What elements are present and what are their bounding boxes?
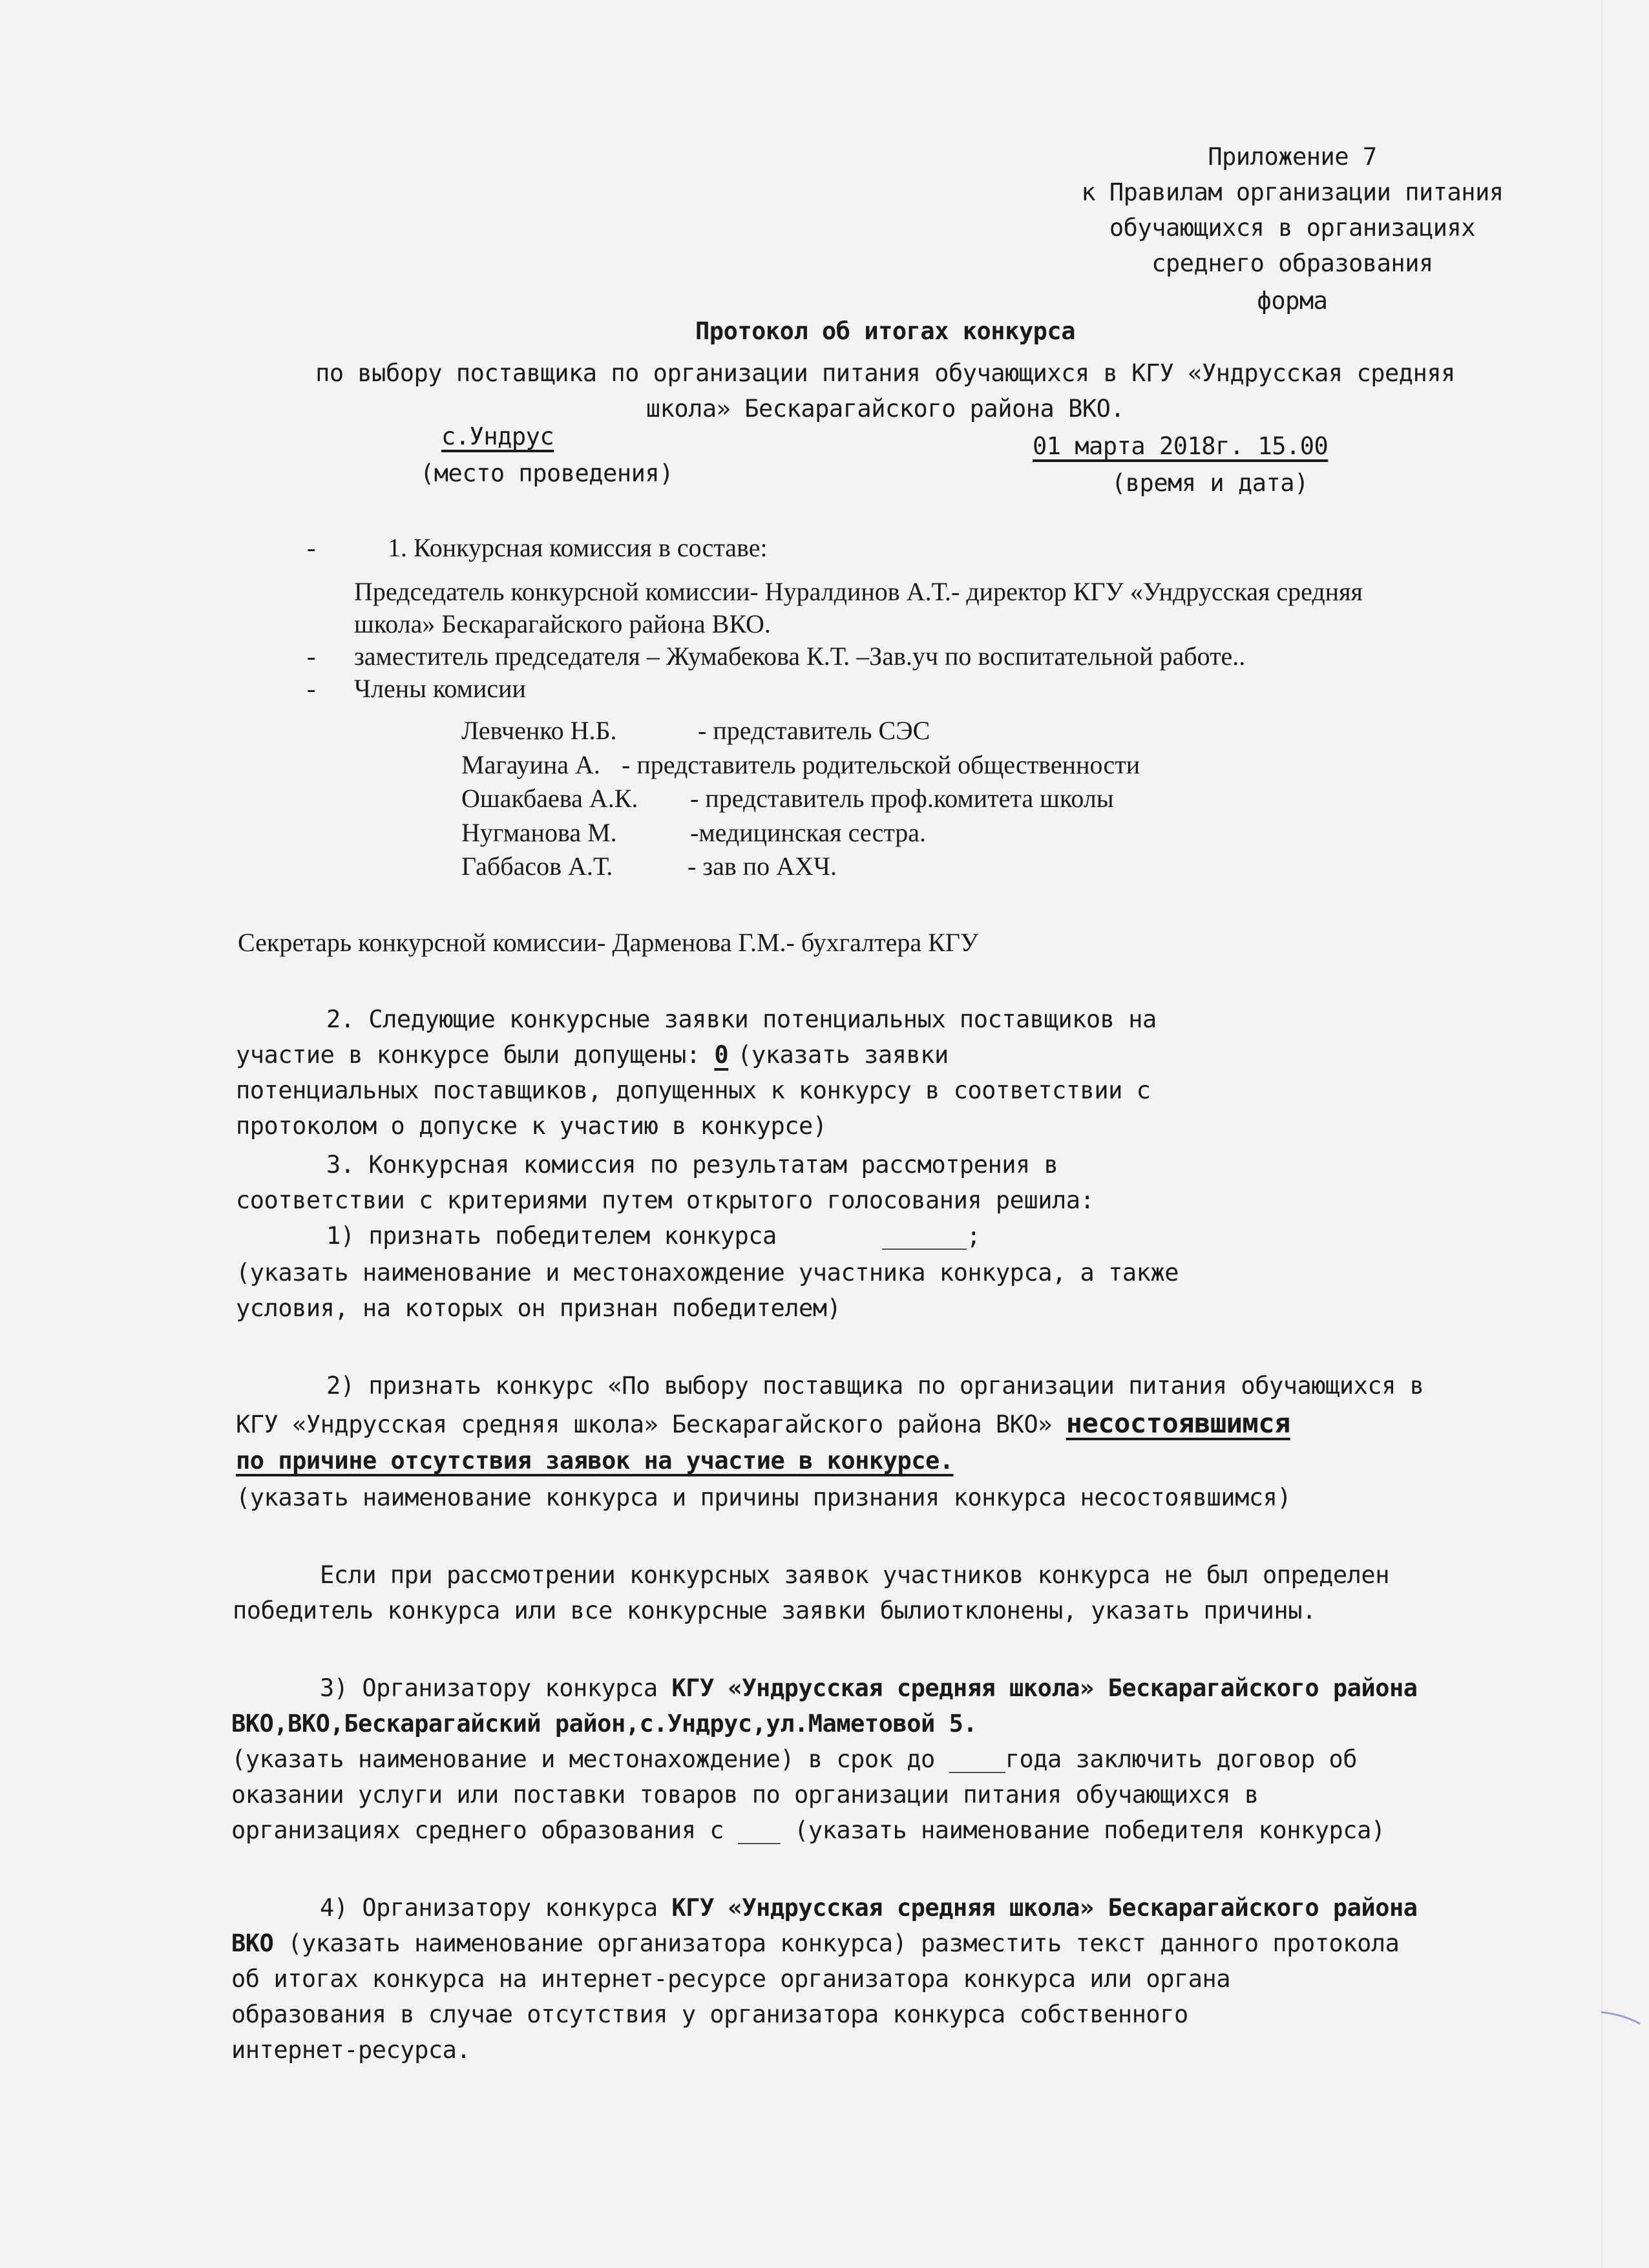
section3-item3-line5 <box>231 1812 1385 1848</box>
pen-mark <box>1601 2003 1646 2029</box>
member-role: - представитель проф.комитета школы <box>690 784 1114 813</box>
section3-item3-line3 <box>231 1741 1357 1777</box>
section2-line4: протоколом о допуске к участию в конкурсе) <box>236 1112 827 1140</box>
section3-item1-note2: условия, на которых он признан победителем) <box>236 1294 841 1322</box>
item4-organizer-region: ВКО <box>231 1929 274 1957</box>
section3-item2-line1: 2) признать конкурс «По выбору поставщика по организации питания обучающихся в <box>326 1372 1424 1400</box>
deadline-blank: ____ <box>949 1745 1005 1773</box>
commission-secretary: Секретарь конкурсной комиссии- Дарменова Г.М.- бухгалтера КГУ <box>238 928 979 957</box>
section3-line2: соответствии с критериями путем открытого голосования решила: <box>236 1186 1095 1214</box>
member-role: - представитель СЭС <box>698 716 930 745</box>
section3-item1-note1: (указать наименование и местонахождение участника конкурса, а также <box>236 1259 1179 1286</box>
section3-line1: 3. Конкурсная комиссия по результатам рассмотрения в <box>326 1151 1058 1179</box>
member-role: - представитель родительской общественности <box>622 750 1140 779</box>
appendix-number: Приложение 7 <box>1208 143 1377 171</box>
section3-item1: 1) признать победителем конкурса <box>326 1222 777 1250</box>
section3-item4-line1 <box>320 1890 1418 1926</box>
member-name: Габбасов А.Т. <box>461 852 613 881</box>
item3-contract-text: года заключить договор об <box>1005 1745 1358 1773</box>
item3-prefix: 3) Организатору конкурса <box>320 1674 672 1702</box>
place-label: (место проведения) <box>420 459 673 487</box>
if-not-determined-line2: победитель конкурса или все конкурсные заявки былиотклонены, указать причины. <box>233 1597 1316 1624</box>
protocol-subtitle-line2: школа» Бескарагайского района ВКО. <box>646 395 1125 423</box>
item4-organizer: КГУ «Ундрусская средняя школа» Бескарагайского района <box>671 1894 1418 1922</box>
if-not-determined-line1: Если при рассмотрении конкурсных заявок участников конкурса не был определен <box>320 1561 1389 1589</box>
winner-blank: ______; <box>882 1222 981 1250</box>
item3-education-text: организациях среднего образования с <box>231 1816 738 1844</box>
appendix-form: форма <box>1257 287 1328 315</box>
item3-deadline-text: (указать наименование и местонахождение) в срок до <box>231 1745 949 1773</box>
member-role: - зав по АХЧ. <box>688 852 837 881</box>
section2-line2 <box>236 1037 949 1073</box>
appendix-students: обучающихся в организациях <box>1109 214 1476 242</box>
datetime-label: (время и дата) <box>1111 469 1308 497</box>
place-value: с.Ундрус <box>441 423 554 450</box>
section2-line2-note: (указать заявки <box>737 1041 949 1069</box>
winner-name-blank: ___ <box>737 1816 781 1844</box>
commission-deputy: заместитель председателя – Жумабекова К.Т. –Зав.уч по воспитательной работе.. <box>354 642 1246 671</box>
member-name: Нугманова М. <box>461 818 617 847</box>
contest-failure-reason: по причине отсутствия заявок на участие в конкурсе. <box>236 1447 954 1475</box>
section3-item4-line3: об итогах конкурса на интернет-ресурсе организатора конкурса или органа <box>231 1965 1231 1993</box>
scan-edge-line <box>1601 0 1602 2268</box>
member-role: -медицинская сестра. <box>690 818 927 847</box>
bullet-dash: - <box>307 533 316 562</box>
item4-prefix: 4) Организатору конкурса <box>320 1894 672 1922</box>
item3-organizer: КГУ «Ундрусская средняя школа» Бескарагайского района <box>671 1674 1418 1702</box>
section3-item2-contest: КГУ «Ундрусская средняя школа» Бескарагайского района ВКО» <box>236 1411 1066 1438</box>
item3-organizer-address: ВКО,ВКО,Бескарагайский район,с.Ундрус,ул.Маметовой 5. <box>231 1710 978 1738</box>
appendix-education: среднего образования <box>1151 249 1433 277</box>
member-name: Левченко Н.Б. <box>461 716 617 745</box>
datetime-value: 01 марта 2018г. 15.00 <box>1033 432 1329 460</box>
section2-line2-text: участие в конкурсе были допущены: <box>236 1041 715 1069</box>
section3-item4-line5: интернет-ресурса. <box>231 2036 471 2064</box>
appendix-rules: к Правилам организации питания <box>1081 178 1504 206</box>
commission-chair-line1: Председатель конкурсной комиссии- Нуралдинов А.Т.- директор КГУ «Ундрусская средняя <box>354 577 1363 606</box>
section3-item2-line2 <box>236 1405 1290 1442</box>
commission-chair-line2: школа» Бескарагайского района ВКО. <box>354 609 771 638</box>
bullet-dash: - <box>307 642 316 671</box>
protocol-subtitle-line1: по выбору поставщика по организации питания обучающихся в КГУ «Ундрусская средняя <box>315 359 1455 387</box>
section3-item2-note: (указать наименование конкурса и причины признания конкурса несостоявшимся) <box>236 1484 1292 1511</box>
section3-item4-line4: образования в случае отсутствия у организатора конкурса собственного <box>231 2000 1188 2028</box>
item4-publish-text: (указать наименование организатора конкурса) разместить текст данного протокола <box>273 1929 1400 1957</box>
member-name: Ошакбаева А.К. <box>461 784 638 813</box>
protocol-title: Протокол об итогах конкурса <box>695 317 1075 345</box>
section2-line1: 2. Следующие конкурсные заявки потенциальных поставщиков на <box>326 1005 1157 1033</box>
section3-item4-line2 <box>231 1926 1399 1961</box>
section3-item3-line4: оказании услуги или поставки товаров по организации питания обучающихся в <box>231 1781 1259 1809</box>
contest-result: несостоявшимся <box>1066 1407 1290 1439</box>
item3-winner-note: (указать наименование победителя конкурса) <box>780 1816 1385 1844</box>
commission-members-label: Члены комисии <box>354 674 526 703</box>
bullet-dash: - <box>307 674 316 703</box>
section3-item3-line1 <box>320 1670 1418 1706</box>
commission-heading: 1. Конкурсная комиссия в составе: <box>388 533 768 562</box>
member-name: Магауина А. <box>461 750 600 779</box>
section2-line3: потенциальных поставщиков, допущенных к конкурсу в соответствии с <box>236 1076 1151 1104</box>
admitted-count: 0 <box>714 1041 729 1069</box>
